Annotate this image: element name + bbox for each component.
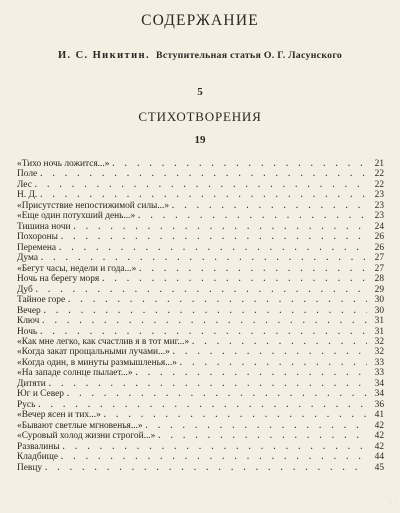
toc-entry — [17, 253, 384, 263]
intro-article: Вступительная статья О. Г. Ласунского — [156, 50, 343, 61]
toc-entry-title: «Когда закат прощальными лучами...» — [17, 347, 170, 358]
toc-entry — [17, 222, 384, 232]
toc-entry-page: 27 — [374, 253, 384, 264]
toc-entry — [17, 316, 384, 326]
toc-entry — [17, 211, 384, 221]
toc-entry — [17, 368, 384, 378]
toc-entry-title: Перемена — [17, 242, 57, 253]
toc-entry-title: «Бывают светлые мгновенья...» — [17, 420, 143, 431]
toc-entry — [17, 190, 384, 200]
toc-entry-page: 42 — [374, 431, 384, 442]
toc-entry-page: 26 — [374, 232, 384, 243]
toc-entry-title: Кладбище — [17, 452, 59, 463]
toc-leader-dots — [104, 410, 367, 420]
toc-entry-title: «Еще один потухший день...» — [17, 211, 136, 222]
toc-leader-dots — [40, 327, 367, 337]
toc-entry — [17, 431, 384, 441]
toc-entry — [17, 201, 384, 211]
toc-entry-page: 21 — [374, 159, 384, 169]
toc-entry — [17, 295, 384, 305]
toc-entry-page: 33 — [374, 357, 384, 368]
toc-entry — [17, 347, 384, 357]
section-title: СТИХОТВОРЕНИЯ — [138, 109, 262, 124]
toc-entry — [17, 337, 384, 347]
toc-entry-page: 23 — [374, 200, 384, 211]
toc-entry — [17, 306, 384, 316]
toc-entry-title: «Суровый холод жизни строгой...» — [17, 431, 156, 442]
toc-entry — [17, 442, 384, 452]
toc-entry — [17, 358, 384, 368]
toc-entry — [17, 180, 384, 190]
toc-leader-dots — [112, 159, 367, 169]
toc-entry — [17, 285, 384, 295]
toc-entry-page: 45 — [374, 462, 384, 473]
toc-entry-page: 28 — [374, 274, 384, 285]
toc-entry-title: Русь — [17, 399, 36, 410]
toc-entry-page: 31 — [374, 316, 384, 327]
toc-entry-page: 42 — [374, 441, 384, 452]
toc-entry-title: Похороны — [17, 232, 58, 243]
toc-leader-dots — [41, 253, 367, 263]
toc-entry-page: 29 — [374, 284, 384, 295]
toc-entry-page: 34 — [374, 389, 384, 400]
section-page-number: 19 — [194, 134, 206, 146]
toc-leader-dots — [38, 400, 367, 410]
toc-leader-dots — [59, 243, 367, 253]
toc-entry-page: 36 — [374, 399, 384, 410]
toc-entry-title: Певцу — [17, 462, 43, 473]
toc-entry — [17, 243, 384, 253]
toc-entry-title: Н. Д. — [17, 190, 38, 201]
toc-leader-dots — [63, 442, 367, 452]
toc-leader-dots — [61, 232, 367, 242]
toc-leader-dots — [36, 285, 367, 295]
toc-entry-page: 30 — [374, 305, 384, 316]
toc-leader-dots — [180, 358, 367, 368]
toc-entry-title: Ключ — [17, 316, 40, 327]
toc-entry-title: Ночь на берегу моря — [17, 274, 100, 285]
toc-entry-title: Дума — [17, 253, 38, 264]
toc-entry-page: 42 — [374, 420, 384, 431]
toc-entry-page: 23 — [374, 211, 384, 222]
toc-entry-page: 31 — [374, 326, 384, 337]
toc-entry-title: «Присутствие непостижимой силы...» — [17, 200, 170, 211]
toc-entry-page: 41 — [374, 410, 384, 421]
toc-entry-title: «Вечер ясен и тих...» — [17, 410, 101, 421]
toc-leader-dots — [139, 264, 367, 274]
toc-entry-title: Ночь — [17, 326, 38, 337]
toc-entry — [17, 463, 384, 473]
toc-entry — [17, 400, 384, 410]
toc-leader-dots — [146, 421, 367, 431]
toc-leader-dots — [102, 274, 367, 284]
toc-entry — [17, 232, 384, 242]
toc-entry-page: 32 — [374, 347, 384, 358]
toc-entry-title: Дитяти — [17, 378, 46, 389]
intro-line — [0, 50, 400, 61]
toc-leader-dots — [44, 306, 367, 316]
toc-entry-title: «Когда один, в минуты размышленья...» — [17, 357, 177, 368]
toc-entry-title: «Бегут часы, недели и года...» — [17, 263, 137, 274]
toc-entry-title: Лес — [17, 179, 32, 190]
toc-entry — [17, 327, 384, 337]
toc-leader-dots — [67, 389, 367, 399]
toc-entry-title: Тишина ночи — [17, 221, 71, 232]
toc-leader-dots — [138, 211, 367, 221]
toc-entry-title: «Тихо ночь ложится...» — [17, 159, 110, 169]
toc-entry-page: 33 — [374, 368, 384, 379]
toc-leader-dots — [35, 180, 367, 190]
intro-page-number: 5 — [197, 86, 203, 98]
toc-entry-page: 34 — [374, 378, 384, 389]
toc-entry-title: Вечер — [17, 305, 41, 316]
toc-leader-dots — [45, 463, 367, 473]
toc-leader-dots — [61, 452, 367, 462]
page-title: СОДЕРЖАНИЕ — [141, 12, 259, 29]
toc-leader-dots — [192, 337, 367, 347]
toc-entry-page: 44 — [374, 452, 384, 463]
toc-entry-page: 24 — [374, 221, 384, 232]
toc-entry-page: 23 — [374, 190, 384, 201]
toc-entry-page: 30 — [374, 295, 384, 306]
toc-leader-dots — [40, 169, 367, 179]
toc-leader-dots — [136, 368, 367, 378]
toc-entry-page: 26 — [374, 242, 384, 253]
toc-leader-dots — [40, 190, 367, 200]
toc-entry-page: 32 — [374, 336, 384, 347]
toc-entry-title: Дуб — [17, 284, 33, 295]
toc-entry-page: 27 — [374, 263, 384, 274]
toc-leader-dots — [73, 222, 367, 232]
toc-entry — [17, 274, 384, 284]
toc-entry — [17, 452, 384, 462]
toc-leader-dots — [42, 316, 367, 326]
toc-entry-title: «Как мне легко, как счастлив я в тот миг...» — [17, 336, 190, 347]
toc-leader-dots — [158, 431, 367, 441]
toc-entry — [17, 379, 384, 389]
toc-list — [17, 159, 384, 473]
toc-entry — [17, 421, 384, 431]
toc-leader-dots — [173, 347, 367, 357]
toc-entry-page: 22 — [374, 179, 384, 190]
toc-entry-title: Развалины — [17, 441, 60, 452]
toc-leader-dots — [49, 379, 367, 389]
toc-entry-title: Юг и Север — [17, 389, 64, 400]
toc-entry — [17, 410, 384, 420]
author-name: И. С. Никитин. — [57, 50, 151, 61]
toc-entry-title: Поле — [17, 169, 38, 180]
toc-leader-dots — [172, 201, 367, 211]
toc-entry — [17, 264, 384, 274]
toc-entry — [17, 389, 384, 399]
toc-entry — [17, 159, 384, 169]
toc-entry — [17, 169, 384, 179]
toc-leader-dots — [68, 295, 367, 305]
toc-entry-title: Тайное горе — [17, 295, 66, 306]
toc-entry-title: «На западе солнце пылает...» — [17, 368, 133, 379]
toc-entry-page: 22 — [374, 169, 384, 180]
watermark: au.ru — [367, 497, 394, 509]
